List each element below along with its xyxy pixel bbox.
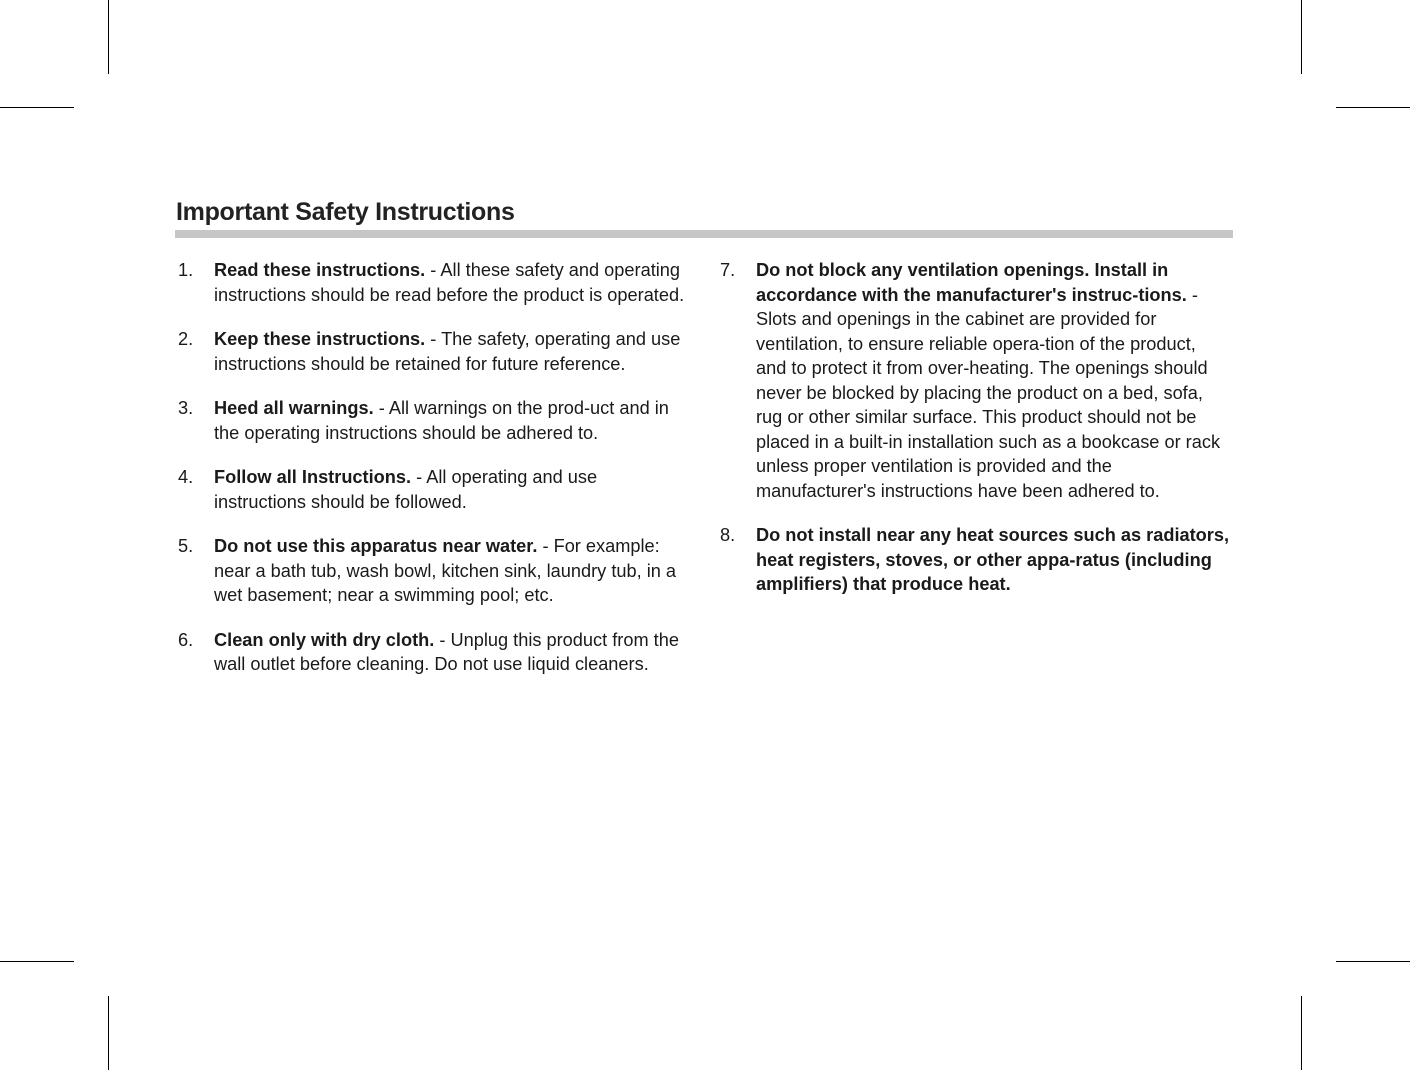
crop-mark-bottom-left-vertical bbox=[108, 996, 109, 1070]
item-text: - Slots and openings in the cabinet are provided for ventilation, to ensure reliable opera-tion of the product, and to protect it from over-heating. The openings should never be blocked by placing the product on a bed, sofa, rug or other similar surface. This product should not be placed in a built-in installation such as a bookcase or rack unless proper ventilation is provided and the manufacturer's instructions have been adhered to. bbox=[756, 284, 1221, 501]
crop-mark-top-left-vertical bbox=[108, 0, 109, 74]
item-text: - The safety, operating and use instructions should be retained for future reference. bbox=[214, 329, 681, 374]
item-text: - All warnings on the prod-uct and in the operating instructions should be adhered to. bbox=[214, 398, 669, 443]
item-text: - For example: near a bath tub, wash bowl, kitchen sink, laundry tub, in a wet basement; near a swimming pool; etc. bbox=[214, 536, 677, 605]
item-number: 5. bbox=[178, 536, 194, 556]
item-number: 6. bbox=[178, 629, 194, 650]
instructions-right-column bbox=[720, 258, 1230, 617]
item-number: 1. bbox=[178, 260, 194, 280]
item-heading: Read these instructions. bbox=[214, 260, 426, 280]
instruction-item bbox=[720, 258, 1230, 503]
crop-mark-top-right-horizontal bbox=[1336, 107, 1410, 108]
item-text: - Unplug this product from the wall outlet before cleaning. Do not use liquid cleaners. bbox=[214, 629, 679, 674]
page-title: Important Safety Instructions bbox=[176, 198, 515, 226]
instruction-item bbox=[178, 628, 690, 677]
item-heading: Do not block any ventilation openings. Install in accordance with the manufacturer's instruc-tions. bbox=[756, 260, 1187, 305]
item-text: - All these safety and operating instructions should be read before the product is operated. bbox=[214, 260, 685, 305]
item-number: 8. bbox=[720, 525, 736, 545]
instruction-item bbox=[178, 534, 690, 608]
instruction-item bbox=[178, 396, 690, 445]
instruction-item bbox=[178, 327, 690, 376]
crop-mark-top-left-horizontal bbox=[0, 107, 74, 108]
crop-mark-bottom-right-vertical bbox=[1301, 996, 1302, 1070]
item-heading: Do not install near any heat sources such as radiators, heat registers, stoves, or other appa-ratus (including amplifiers) that produce heat. bbox=[756, 525, 1230, 594]
crop-mark-bottom-right-horizontal bbox=[1336, 961, 1410, 962]
title-rule bbox=[175, 230, 1233, 238]
item-heading: Do not use this apparatus near water. bbox=[214, 536, 538, 556]
item-number: 7. bbox=[720, 260, 736, 280]
item-number: 3. bbox=[178, 398, 194, 418]
item-heading: Follow all Instructions. bbox=[214, 467, 412, 487]
instruction-item bbox=[178, 465, 690, 514]
item-text: - All operating and use instructions should be followed. bbox=[214, 467, 598, 512]
instruction-item bbox=[178, 258, 690, 307]
item-heading: Keep these instructions. bbox=[214, 329, 426, 349]
item-heading: Clean only with dry cloth. bbox=[214, 629, 435, 650]
item-heading: Heed all warnings. bbox=[214, 398, 374, 418]
crop-mark-bottom-left-horizontal bbox=[0, 961, 74, 962]
crop-mark-top-right-vertical bbox=[1301, 0, 1302, 74]
item-number: 4. bbox=[178, 467, 194, 487]
item-number: 2. bbox=[178, 329, 194, 349]
instruction-item bbox=[720, 523, 1230, 597]
instructions-left-column bbox=[178, 258, 690, 697]
